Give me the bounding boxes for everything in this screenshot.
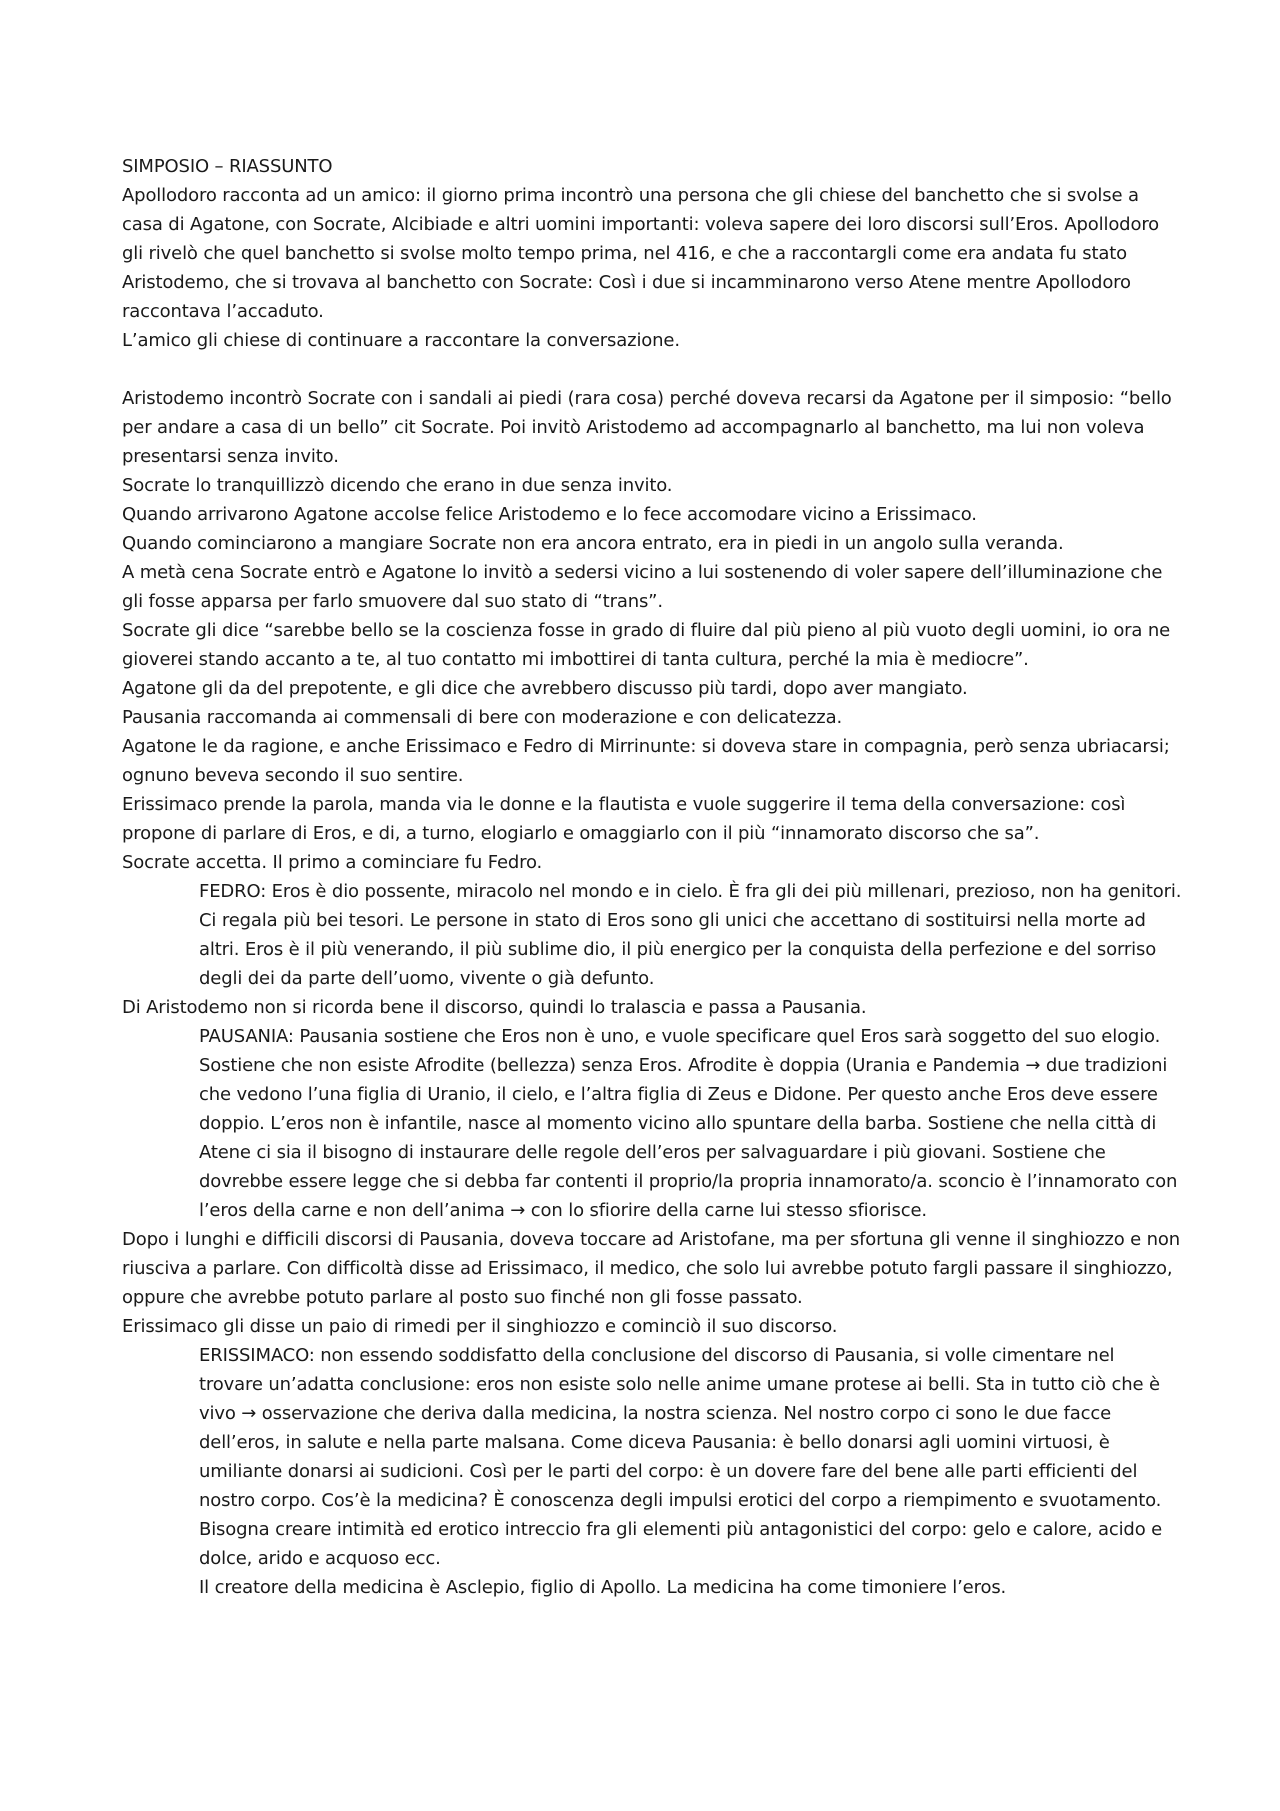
speech-erissimaco-asclepio: Il creatore della medicina è Asclepio, figlio di Apollo. La medicina ha come timoniere l’eros. bbox=[199, 1577, 1007, 1598]
paragraph-meta-cena: A metà cena Socrate entrò e Agatone lo invitò a sedersi vicino a lui sostenendo di voler sapere dell’illuminazione che gli fosse apparsa per farlo smuovere dal suo stato di “trans”. bbox=[122, 562, 1163, 612]
document-body bbox=[122, 152, 1182, 1602]
paragraph-tranquillizzo: Socrate lo tranquillizzò dicendo che erano in due senza invito. bbox=[122, 475, 673, 496]
paragraph-apollodoro: Apollodoro racconta ad un amico: il giorno prima incontrò una persona che gli chiese del banchetto che si svolse a casa di Agatone, con Socrate, Alcibiade e altri uomini importanti: voleva sapere dei loro discorsi sull’Eros. Apollodoro gli rivelò che quel banchetto si svolse molto tempo prima, nel 416, e che a raccontargli come era andata fu stato Aristodemo, che si trovava al banchetto con Socrate: Così i due si incamminarono verso Atene mentre Apollodoro raccontava l’accaduto. bbox=[122, 185, 1160, 322]
paragraph-aristofane-singhiozzo: Dopo i lunghi e difficili discorsi di Pausania, doveva toccare ad Aristofane, ma per sfortuna gli venne il singhiozzo e non riusciva a parlare. Con difficoltà disse ad Erissimaco, il medico, che solo lui avrebbe potuto fargli passare il singhiozzo, oppure che avrebbe potuto parlare al posto suo finché non gli fosse passato. bbox=[122, 1229, 1180, 1308]
paragraph-agatone-ragione: Agatone le da ragione, e anche Erissimaco e Fedro di Mirrinunte: si doveva stare in compagnia, però senza ubriacarsi; ognuno beveva secondo il suo sentire. bbox=[122, 736, 1170, 786]
paragraph-arrivo: Quando arrivarono Agatone accolse felice Aristodemo e lo fece accomodare vicino a Erissimaco. bbox=[122, 504, 977, 525]
paragraph-veranda: Quando cominciarono a mangiare Socrate non era ancora entrato, era in piedi in un angolo sulla veranda. bbox=[122, 533, 1064, 554]
paragraph-aristodemo-tralascia: Di Aristodemo non si ricorda bene il discorso, quindi lo tralascia e passa a Pausania. bbox=[122, 997, 867, 1018]
speech-erissimaco: ERISSIMACO: non essendo soddisfatto della conclusione del discorso di Pausania, si volle cimentare nel trovare un’adatta conclusione: eros non esiste solo nelle anime umane protese ai belli. Sta in tutto ciò che è vivo → osservazione che deriva dalla medicina, la nostra scienza. Nel nostro corpo ci sono le due facce dell’eros, in salute e nella parte malsana. Come diceva Pausania: è bello donarsi agli uomini virtuosi, è umiliante donarsi ai sudicioni. Così per le parti del corpo: è un dovere fare del bene alle parti efficienti del nostro corpo. Cos’è la medicina? È conoscenza degli impulsi erotici del corpo a riempimento e svuotamento. Bisogna creare intimità ed erotico intreccio fra gli elementi più antagonistici del corpo: gelo e calore, acido e dolce, arido e acquoso ecc. bbox=[199, 1345, 1163, 1569]
paragraph-erissimaco-tema: Erissimaco prende la parola, manda via le donne e la flautista e vuole suggerire il tema della conversazione: così propone di parlare di Eros, e di, a turno, elogiarlo e omaggiarlo con il più “innamorato discorso che sa”. bbox=[122, 794, 1126, 844]
paragraph-socrate-coscienza: Socrate gli dice “sarebbe bello se la coscienza fosse in grado di fluire dal più pieno al più vuoto degli uomini, io ora ne gioverei stando accanto a te, al tuo contatto mi imbottirei di tanta cultura, perché la mia è mediocre”. bbox=[122, 620, 1171, 670]
paragraph-aristodemo: Aristodemo incontrò Socrate con i sandali ai piedi (rara cosa) perché doveva recarsi da Agatone per il simposio: “bello per andare a casa di un bello” cit Socrate. Poi invitò Aristodemo ad accompagnarlo al banchetto, ma lui non voleva presentarsi senza invito. bbox=[122, 388, 1172, 467]
document-title: SIMPOSIO – RIASSUNTO bbox=[122, 156, 333, 177]
paragraph-gap bbox=[122, 355, 1182, 384]
speech-fedro: FEDRO: Eros è dio possente, miracolo nel mondo e in cielo. È fra gli dei più millenari, prezioso, non ha genitori. Ci regala più bei tesori. Le persone in stato di Eros sono gli unici che accettano di sostituirsi nella morte ad altri. Eros è il più venerando, il più sublime dio, il più energico per la conquista della perfezione e del sorriso degli dei da parte dell’uomo, vivente o già defunto. bbox=[199, 881, 1182, 989]
paragraph-pausania-bere: Pausania raccomanda ai commensali di bere con moderazione e con delicatezza. bbox=[122, 707, 843, 728]
paragraph-rimedi: Erissimaco gli disse un paio di rimedi per il singhiozzo e cominciò il suo discorso. bbox=[122, 1316, 838, 1337]
paragraph-prepotente: Agatone gli da del prepotente, e gli dice che avrebbero discusso più tardi, dopo aver mangiato. bbox=[122, 678, 968, 699]
paragraph-socrate-accetta: Socrate accetta. Il primo a cominciare fu Fedro. bbox=[122, 852, 543, 873]
speech-pausania: PAUSANIA: Pausania sostiene che Eros non è uno, e vuole specificare quel Eros sarà soggetto del suo elogio. Sostiene che non esiste Afrodite (bellezza) senza Eros. Afrodite è doppia (Urania e Pandemia → due tradizioni che vedono l’una figlia di Uranio, il cielo, e l’altra figlia di Zeus e Didone. Per questo anche Eros deve essere doppio. L’eros non è infantile, nasce al momento vicino allo spuntare della barba. Sostiene che nella città di Atene ci sia il bisogno di instaurare delle regole dell’eros per salvaguardare i più giovani. Sostiene che dovrebbe essere legge che si debba far contenti il proprio/la propria innamorato/a. sconcio è l’innamorato con l’eros della carne e non dell’anima → con lo sfiorire della carne lui stesso sfiorisce. bbox=[199, 1026, 1178, 1221]
paragraph-amico: L’amico gli chiese di continuare a raccontare la conversazione. bbox=[122, 330, 680, 351]
